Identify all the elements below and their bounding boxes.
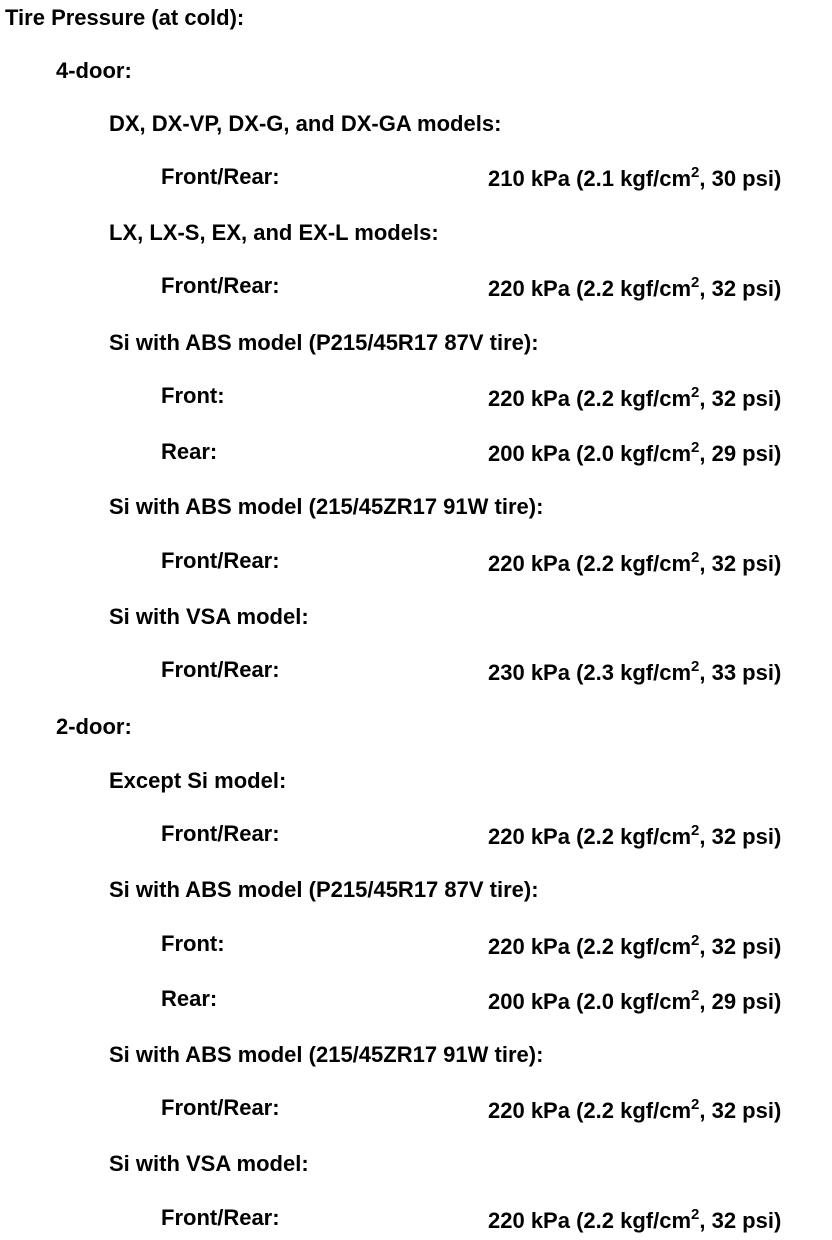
exponent: 2 [691,822,700,839]
pressure-value: 220 kPa (2.2 kgf/$cm^2$, 32 psi) [488,549,782,576]
model-group-heading: Si with ABS model (P215/45R17 87V tire): [109,877,539,902]
axle-label: Front/Rear: [161,821,280,846]
exponent: 2 [691,384,700,401]
axle-label: Front/Rear: [161,548,280,573]
exponent: 2 [691,274,700,291]
model-group-heading: Si with ABS model (215/45ZR17 91W tire): [109,1042,544,1067]
axle-label: Front/Rear: [161,1095,280,1120]
pressure-value: 220 kPa (2.2 kgf/$cm^2$, 32 psi) [488,822,782,849]
exponent: 2 [691,932,700,949]
model-group-heading: Si with VSA model: [109,604,309,629]
model-group-heading: Si with VSA model: [109,1151,309,1176]
axle-label: Front/Rear: [161,273,280,298]
exponent: 2 [691,658,700,675]
pressure-value: 200 kPa (2.0 kgf/$cm^2$, 29 psi) [488,987,782,1014]
model-group-heading: Si with ABS model (P215/45R17 87V tire): [109,330,539,355]
axle-label: Rear: [161,439,218,464]
pressure-value: 220 kPa (2.2 kgf/$cm^2$, 32 psi) [488,1206,782,1233]
model-group-heading: Except Si model: [109,768,287,793]
model-group-heading: Si with ABS model (215/45ZR17 91W tire): [109,494,544,519]
exponent: 2 [691,987,700,1004]
pressure-value: 220 kPa (2.2 kgf/$cm^2$, 32 psi) [488,1096,782,1123]
axle-label: Rear: [161,986,218,1011]
axle-label: Front: [161,931,225,956]
section-heading-2-door: 2-door: [56,714,132,739]
axle-label: Front/Rear: [161,657,280,682]
model-group-heading: DX, DX-VP, DX-G, and DX-GA models: [109,111,502,136]
pressure-value: 200 kPa (2.0 kgf/$cm^2$, 29 psi) [488,439,782,466]
axle-label: Front/Rear: [161,164,280,189]
axle-label: Front/Rear: [161,1205,280,1230]
section-heading-4-door: 4-door: [56,58,132,83]
pressure-value: 210 kPa (2.1 kgf/$cm^2$, 30 psi) [488,164,782,191]
axle-label: Front: [161,383,225,408]
pressure-value: 220 kPa (2.2 kgf/$cm^2$, 32 psi) [488,384,782,411]
exponent: 2 [691,549,700,566]
pressure-value: 230 kPa (2.3 kgf/$cm^2$, 33 psi) [488,658,782,685]
model-group-heading: LX, LX-S, EX, and EX-L models: [109,220,439,245]
exponent: 2 [691,1206,700,1223]
page-title: Tire Pressure (at cold): [5,5,245,30]
exponent: 2 [691,1096,700,1113]
pressure-value: 220 kPa (2.2 kgf/$cm^2$, 32 psi) [488,274,782,301]
exponent: 2 [691,164,700,181]
pressure-value: 220 kPa (2.2 kgf/$cm^2$, 32 psi) [488,932,782,959]
exponent: 2 [691,439,700,456]
